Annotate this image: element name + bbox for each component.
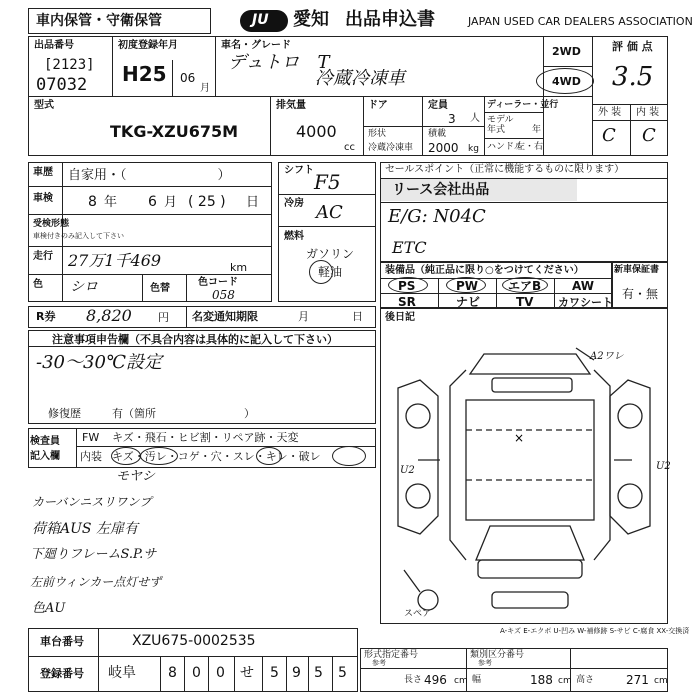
displacement-value: 4000	[296, 122, 337, 141]
equip-pw-circle	[446, 277, 486, 293]
class-number-sub: 参考	[478, 659, 492, 667]
rear-note-label: 後日記	[385, 312, 415, 323]
displacement-unit: cc	[344, 142, 355, 153]
shift-value: F5	[314, 170, 341, 194]
mileage-unit: km	[230, 261, 248, 274]
plate-region: 岐阜	[108, 665, 136, 681]
plate-digit-1: 8	[168, 665, 177, 681]
cert-number-sub: 参考	[372, 659, 386, 667]
mark-sure	[256, 447, 282, 465]
notice-day: 日	[352, 310, 363, 323]
accept-note: 車検付きのみ記入して下さい	[33, 232, 124, 240]
ju-logo-text: JU	[252, 12, 269, 28]
plate-digit-2: 0	[192, 665, 201, 681]
equip-sr: SR	[398, 295, 416, 309]
remark-4: 左前ウィンカー点灯せず	[30, 575, 162, 589]
sheet-title: 出品申込書	[345, 9, 435, 30]
capacity-value: 3	[448, 112, 456, 126]
remark-3: 下廻りフレームS.P.サ	[30, 547, 157, 562]
dealer-label: ディーラー・並行	[487, 100, 559, 110]
length-unit: cm	[454, 676, 468, 686]
ac-label: 冷房	[284, 198, 304, 209]
diagram-note-spare: スペア	[404, 609, 432, 619]
height-value: 271	[626, 673, 649, 687]
grade-score: 3.5	[612, 62, 654, 92]
selling-point-3: ETC	[392, 238, 427, 257]
lot-number: 07032	[36, 75, 88, 95]
equip-pw: PW	[456, 279, 479, 293]
load-value: 2000	[428, 141, 459, 155]
diagram-note-u2-right: U2	[656, 461, 671, 472]
notes-label: 注意事項申告欄（不具合内容は具体的に記入して下さい）	[52, 333, 338, 346]
mark-yogore	[140, 447, 178, 465]
mileage-value: 27万1千469	[68, 251, 162, 270]
color-code-label: 色コード	[198, 277, 238, 288]
warranty-value: 有・無	[622, 287, 659, 301]
history-label: 車歴	[33, 167, 53, 178]
height-label: 高さ	[576, 675, 595, 685]
equip-ps-circle	[388, 277, 428, 293]
fuel-label: 燃料	[284, 231, 304, 242]
equip-ps: PS	[398, 279, 416, 293]
equipment-label: 装備品（純正品に限り○をつけてください）	[385, 265, 584, 276]
model-year-unit: 年	[532, 125, 542, 135]
drive-4wd: 4WD	[552, 75, 581, 88]
equip-tv: TV	[516, 295, 534, 309]
storage-title: 車内保管・守衛保管	[36, 13, 162, 29]
shift-label: シフト	[284, 165, 314, 176]
type-label: 型式	[34, 100, 54, 111]
diagram-legend: A-キズ E-エクボ U-凹み W-補修跡 S-サビ C-腐食 XX-交換済	[500, 627, 690, 635]
chassis-label: 車台番号	[40, 635, 84, 648]
inspection-year: 8	[88, 194, 97, 210]
grade-int-value: C	[642, 125, 656, 146]
notice-month: 月	[298, 310, 309, 323]
registration-month: 06	[180, 71, 196, 85]
equip-airbag: エアB	[508, 279, 542, 293]
drive-2wd: 2WD	[552, 45, 581, 58]
diagram-note-u2-left: U2	[400, 465, 415, 476]
equip-airbag-circle	[502, 277, 548, 293]
capacity-unit: 人	[470, 113, 480, 124]
load-unit: kg	[468, 144, 479, 154]
handle-label: ハンドル	[487, 142, 524, 152]
remark-1: カーバンニスリワンプ	[32, 495, 152, 509]
tax-unit: 円	[158, 311, 169, 324]
vehicle-damage-diagram	[380, 330, 668, 624]
repair-value: 有（箇所 ）	[112, 407, 255, 420]
reg-number-label: 登録番号	[40, 667, 84, 680]
inspection-month: 6	[148, 194, 157, 210]
notes-line: -30〜30℃設定	[36, 352, 163, 373]
registration-year: H25	[122, 62, 167, 86]
remark-2: 荷箱AUS 左扉有	[32, 521, 138, 537]
selling-point-1: リース会社出品	[392, 182, 490, 198]
repair-label: 修復歴	[48, 407, 81, 420]
width-label: 幅	[472, 675, 482, 685]
grade-ext-label: 外 装	[598, 107, 622, 118]
inspection-label: 車検	[33, 193, 53, 204]
selling-points-label: セールスポイント（正常に機能するものに限ります）	[385, 164, 625, 175]
inspector-interior: 内装	[80, 450, 102, 463]
cert-number-label: 形式指定番号	[364, 650, 419, 660]
width-unit: cm	[558, 676, 572, 686]
equip-aw: AW	[572, 279, 594, 293]
inspection-year-unit: 年	[104, 195, 118, 210]
color-code: 058	[212, 288, 235, 302]
equip-leather-seat: カワシート	[558, 296, 613, 309]
history-value: 自家用・（ ）	[68, 168, 231, 183]
tax-value: 8,820	[86, 306, 132, 325]
fuel-diesel-circle	[309, 260, 333, 284]
plate-digit-7: 5	[338, 665, 347, 681]
registration-month-unit: 月	[200, 83, 210, 94]
fuel-value: ガソリン	[306, 247, 355, 261]
inspector-label: 検査員 記入欄	[30, 436, 60, 462]
plate-digit-5: 9	[292, 665, 301, 681]
capacity-label: 定員	[428, 100, 448, 111]
association-name: JAPAN USED CAR DEALERS ASSOCIATION	[468, 15, 693, 28]
mileage-label: 走行	[33, 251, 53, 262]
inspector-fw-items: キズ・飛石・ヒビ割・リペア跡・天変	[112, 431, 299, 444]
fuel-option-diesel: 軽油	[318, 265, 343, 279]
notice-label: 名変通知期限	[192, 310, 258, 323]
mark-kizu	[111, 447, 141, 465]
warranty-label: 新車保証書	[614, 265, 660, 275]
accept-label: 受検形態	[33, 219, 70, 229]
org-name: 愛知	[293, 9, 329, 30]
plate-digit-6: 5	[314, 665, 323, 681]
model-note: 冷蔵冷凍車	[315, 68, 405, 89]
diagram-note-a2: A2ワレ	[590, 351, 624, 362]
type-value: TKG-XZU675M	[110, 122, 239, 141]
inspection-day-unit: 日	[246, 195, 260, 210]
height-unit: cm	[654, 676, 668, 686]
chassis-value: XZU675-0002535	[132, 633, 256, 649]
model-label: 車名・グレード	[221, 40, 291, 51]
tax-label: R券	[36, 310, 56, 323]
grade-int-label: 内 装	[636, 107, 660, 118]
shape-label: 形状	[368, 129, 387, 139]
inspector-fw: FW	[82, 431, 100, 444]
plate-digit-3: 0	[216, 665, 225, 681]
registration-label: 初度登録年月	[118, 40, 178, 51]
grade-ext-value: C	[602, 125, 616, 146]
drive-4wd-circle	[536, 68, 594, 94]
model-name: デュトロ T	[228, 52, 330, 73]
plate-digit-4: 5	[270, 665, 279, 681]
width-value: 188	[530, 673, 553, 687]
selling-point-2: E/G: N04C	[388, 206, 486, 227]
inspector-interior-items: キズ・汚レ・コゲ・穴・スレ・キレ・破レ	[112, 450, 321, 463]
damage-mark-x: ×	[514, 431, 525, 445]
grade-label: 評 価 点	[612, 40, 653, 53]
inspector-handwritten: モヤシ	[116, 469, 155, 484]
class-number-label: 類別区分番号	[470, 650, 525, 660]
length-label: 長さ	[404, 675, 423, 685]
displacement-label: 排気量	[276, 100, 306, 111]
equip-navi: ナビ	[456, 295, 481, 309]
doors-label: ドア	[368, 100, 388, 111]
inspection-month-unit: 月	[164, 195, 178, 210]
plate-kana: せ	[240, 665, 254, 681]
load-label: 積載	[428, 129, 447, 139]
color-swap-label: 色替	[150, 283, 170, 294]
model-year-label: モデル 年式	[487, 115, 514, 135]
mark-yabure	[332, 446, 366, 466]
shape-value: 冷蔵冷凍車	[368, 143, 414, 153]
inspection-day: ( 25 )	[188, 194, 226, 210]
lot-code: [2123]	[44, 57, 95, 73]
lot-label: 出品番号	[34, 40, 74, 51]
ac-value: AC	[316, 202, 343, 223]
color-label: 色	[33, 279, 43, 290]
color-value: シロ	[70, 279, 98, 295]
handle-options: 左・右	[516, 142, 544, 152]
remark-5: 色AU	[32, 601, 66, 616]
length-value: 496	[424, 673, 447, 687]
